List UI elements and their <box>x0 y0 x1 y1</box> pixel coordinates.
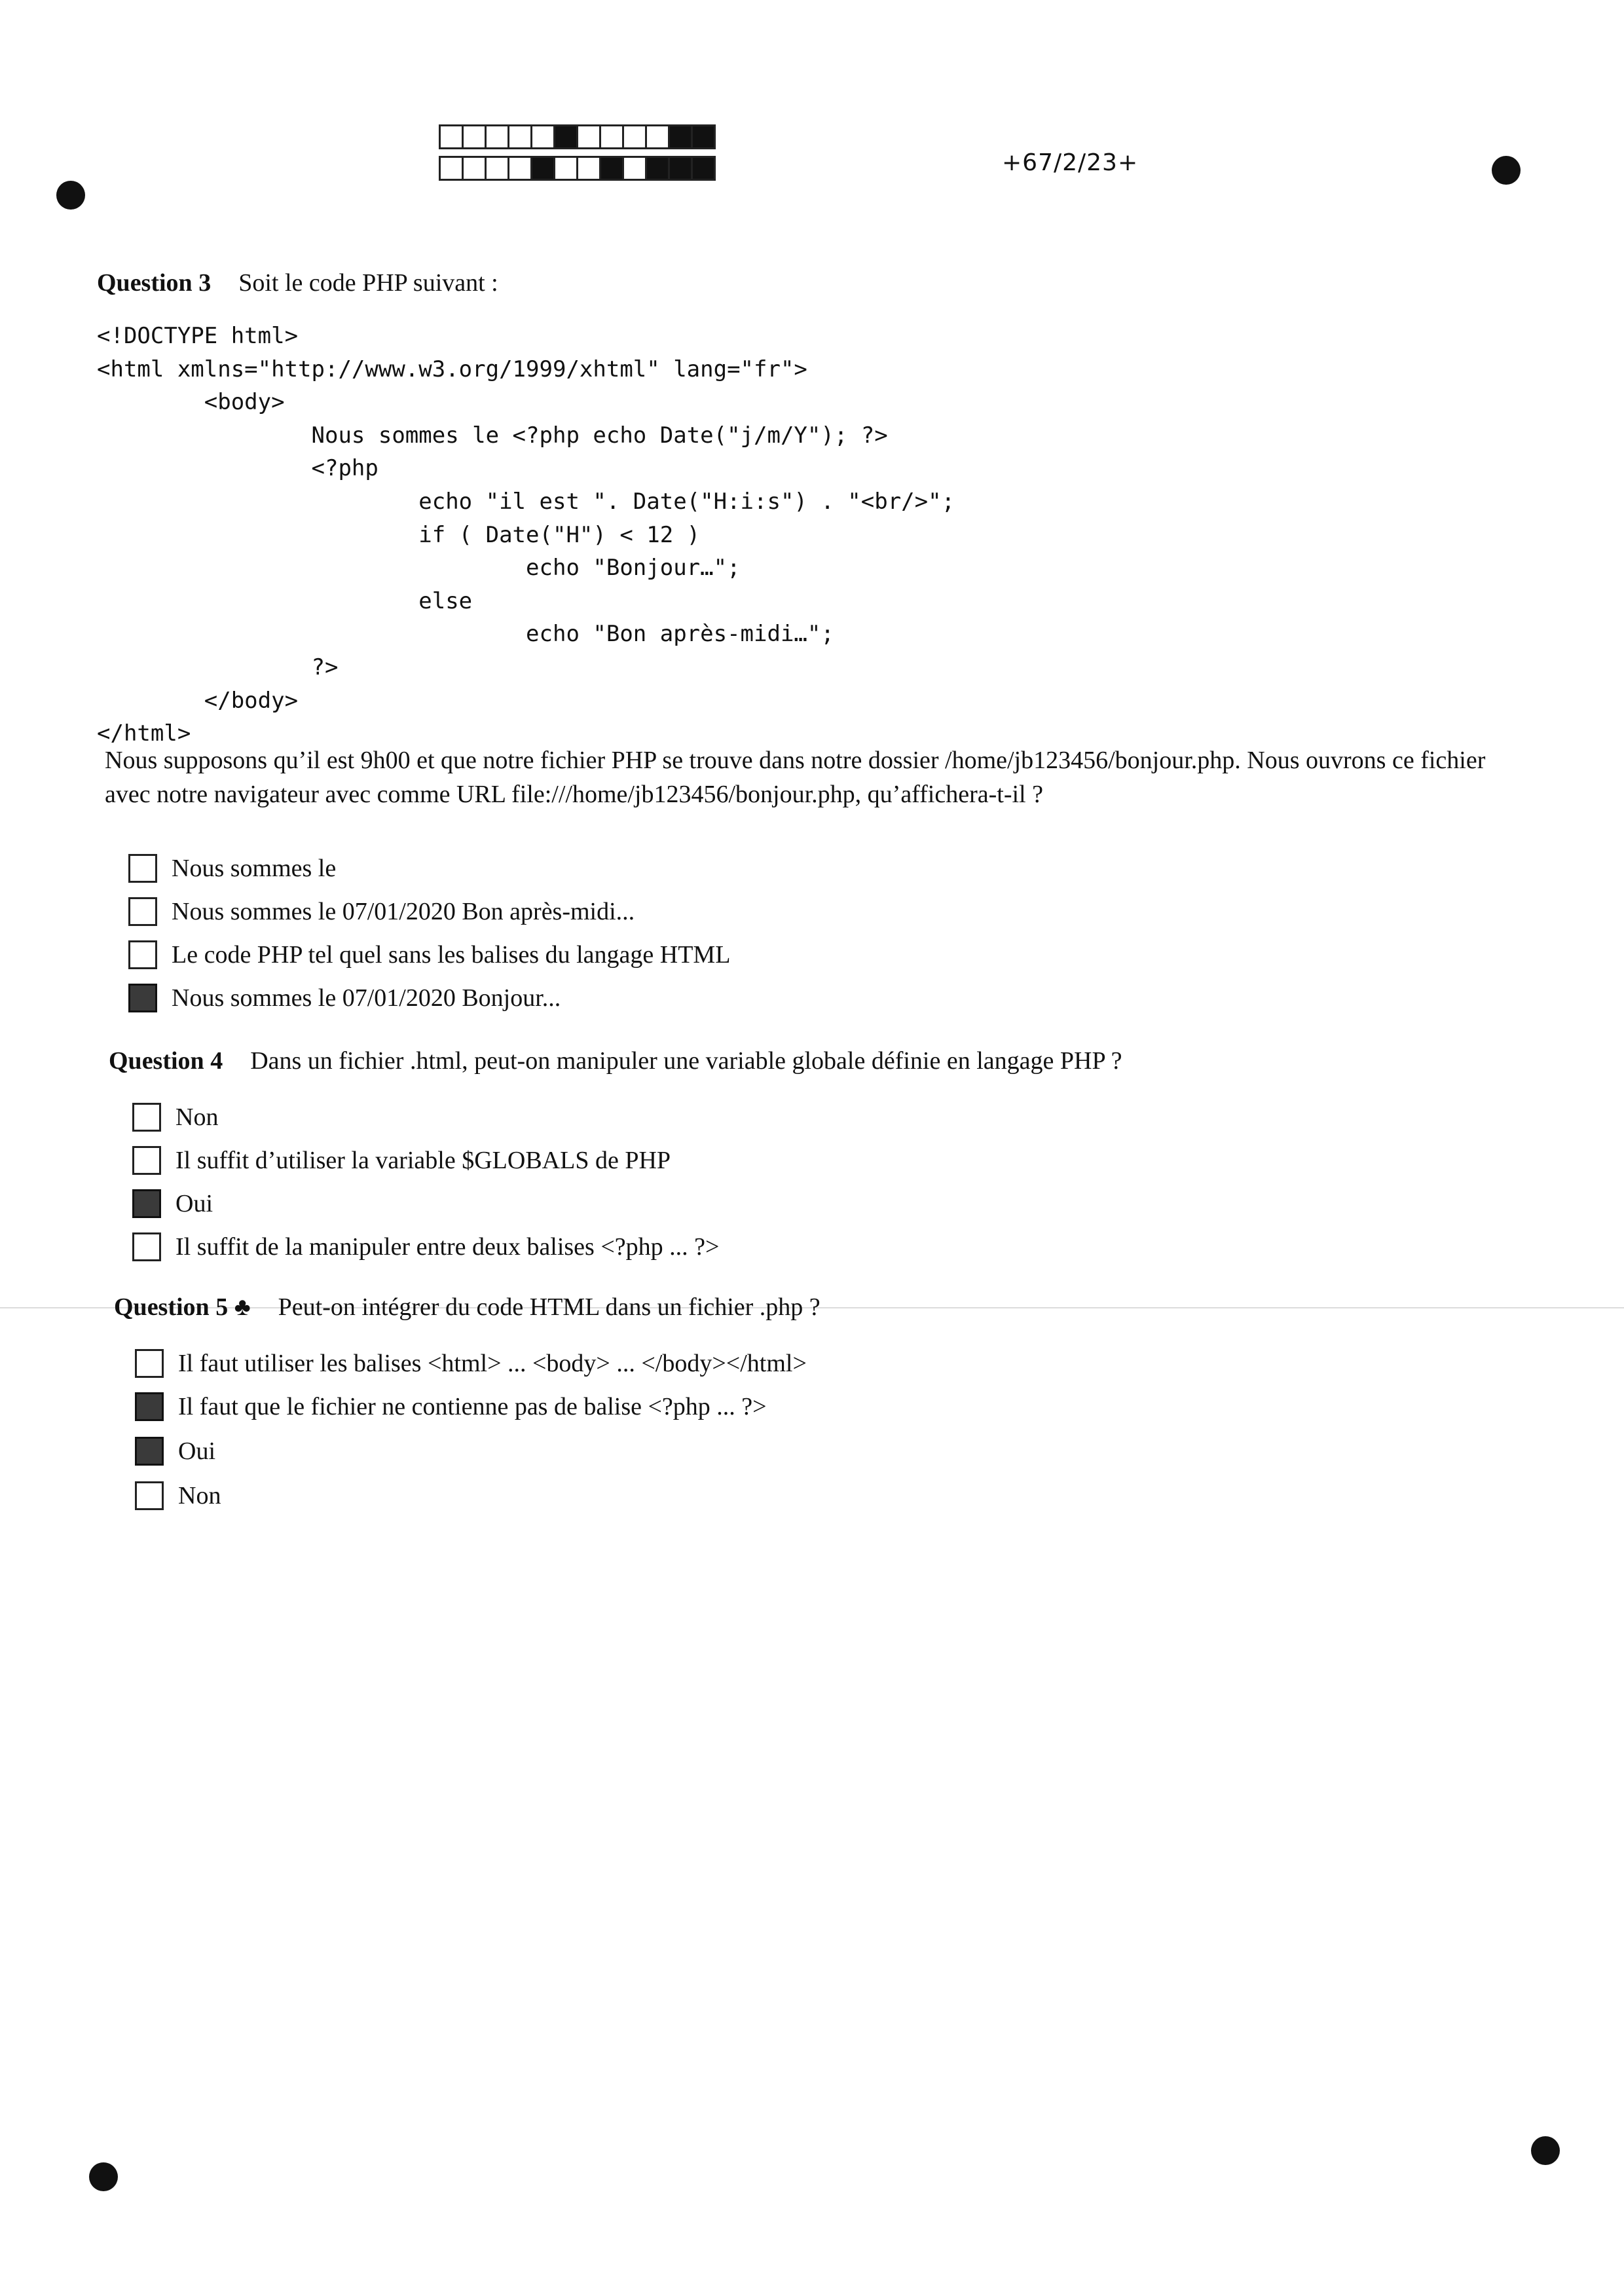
barcode-cell <box>691 124 716 149</box>
barcode-cell <box>530 156 555 181</box>
barcode-cell <box>507 156 532 181</box>
question-4-header <box>109 1046 1122 1075</box>
option-label: Il faut que le fichier ne contienne pas de balise <?php ... ?> <box>178 1393 767 1420</box>
question-3-paragraph: Nous supposons qu’il est 9h00 et que notre fichier PHP se trouve dans notre dossier /home/jb123456/bonjour.php. Nous ouvrons ce fichier avec notre navigateur avec comme URL file:///home/jb123456/bonjour.php, qu’affichera-t-il ? <box>105 747 1486 808</box>
barcode-cell <box>645 124 670 149</box>
q3-option-2[interactable] <box>128 897 635 926</box>
barcode-cell <box>439 124 464 149</box>
corner-mark-bottom-right <box>1531 2136 1560 2165</box>
barcode-cell <box>599 156 624 181</box>
option-label: Il suffit de la manipuler entre deux balises <?php ... ?> <box>175 1233 720 1261</box>
question-3-header <box>97 268 498 297</box>
option-label: Le code PHP tel quel sans les balises du langage HTML <box>172 941 731 969</box>
barcode-cell <box>485 124 509 149</box>
barcode-cell <box>645 156 670 181</box>
php-code-block: <!DOCTYPE html> <html xmlns="http://www.w3.org/1999/xhtml" lang="fr"> <body> Nous sommes le <?php echo Date("j/m/Y"); ?> <?php echo "il est ". Date("H:i:s") . "<br/>"; if ( Date("H") < 12 ) echo "Bonjour…"; else echo "Bon après-midi…"; ?> </body> </html> <box>97 323 955 747</box>
barcode-row-1 <box>439 124 714 149</box>
barcode-cell <box>599 124 624 149</box>
barcode-cell <box>553 124 578 149</box>
barcode-cell <box>622 156 647 181</box>
question-label: Question 4 <box>109 1047 223 1075</box>
barcode-cell <box>462 124 487 149</box>
corner-mark-bottom-left <box>89 2162 118 2191</box>
checkbox[interactable] <box>128 854 157 883</box>
question-text: Soit le code PHP suivant : <box>238 269 498 297</box>
barcode-cell <box>576 124 601 149</box>
option-label: Non <box>178 1482 221 1509</box>
checkbox[interactable] <box>128 984 157 1012</box>
barcode-cell <box>622 124 647 149</box>
checkbox[interactable] <box>135 1437 164 1466</box>
barcode-cell <box>530 124 555 149</box>
checkbox[interactable] <box>132 1103 161 1132</box>
checkbox[interactable] <box>132 1189 161 1218</box>
option-label: Oui <box>178 1437 215 1465</box>
question-label: Question 3 <box>97 269 212 297</box>
q4-option-1[interactable] <box>132 1103 218 1132</box>
barcode-cell <box>668 124 693 149</box>
option-label: Non <box>175 1103 219 1131</box>
question-text: Dans un fichier .html, peut-on manipuler une variable globale définie en langage PHP ? <box>250 1047 1122 1075</box>
q5-option-1[interactable] <box>135 1349 807 1378</box>
q4-option-3[interactable] <box>132 1189 213 1218</box>
corner-mark-top-left <box>56 181 85 210</box>
question-5-header <box>114 1293 821 1322</box>
q5-option-3[interactable] <box>135 1437 215 1466</box>
page-id: +67/2/23+ <box>1002 149 1139 176</box>
club-icon: ♣ <box>234 1293 251 1321</box>
barcode-cell <box>485 156 509 181</box>
barcode-cell <box>439 156 464 181</box>
q3-option-4[interactable] <box>128 984 561 1012</box>
checkbox[interactable] <box>135 1349 164 1378</box>
checkbox[interactable] <box>135 1481 164 1510</box>
barcode-cell <box>462 156 487 181</box>
corner-mark-top-right <box>1492 156 1521 185</box>
checkbox[interactable] <box>132 1146 161 1175</box>
question-text: Peut-on intégrer du code HTML dans un fichier .php ? <box>278 1293 821 1321</box>
option-label: Nous sommes le <box>172 855 337 882</box>
checkbox[interactable] <box>135 1392 164 1421</box>
checkbox[interactable] <box>128 897 157 926</box>
checkbox[interactable] <box>128 940 157 969</box>
option-label: Il faut utiliser les balises <html> ... <body> ... </body></html> <box>178 1350 807 1377</box>
q3-option-3[interactable] <box>128 940 730 969</box>
q4-option-2[interactable] <box>132 1146 671 1175</box>
q3-option-1[interactable] <box>128 854 336 883</box>
barcode-row-2 <box>439 156 714 181</box>
q5-option-4[interactable] <box>135 1481 221 1510</box>
barcode-cell <box>691 156 716 181</box>
q4-option-4[interactable] <box>132 1232 719 1261</box>
barcode-cell <box>668 156 693 181</box>
barcode-cell <box>576 156 601 181</box>
option-label: Il suffit d’utiliser la variable $GLOBALS de PHP <box>175 1147 671 1174</box>
barcode-cell <box>507 124 532 149</box>
checkbox[interactable] <box>132 1232 161 1261</box>
option-label: Nous sommes le 07/01/2020 Bonjour... <box>172 984 561 1012</box>
question-label: Question 5 ♣ <box>114 1293 251 1321</box>
barcode-cell <box>553 156 578 181</box>
q5-option-2[interactable] <box>135 1392 767 1421</box>
option-label: Oui <box>175 1190 213 1217</box>
option-label: Nous sommes le 07/01/2020 Bon après-midi... <box>172 898 635 925</box>
